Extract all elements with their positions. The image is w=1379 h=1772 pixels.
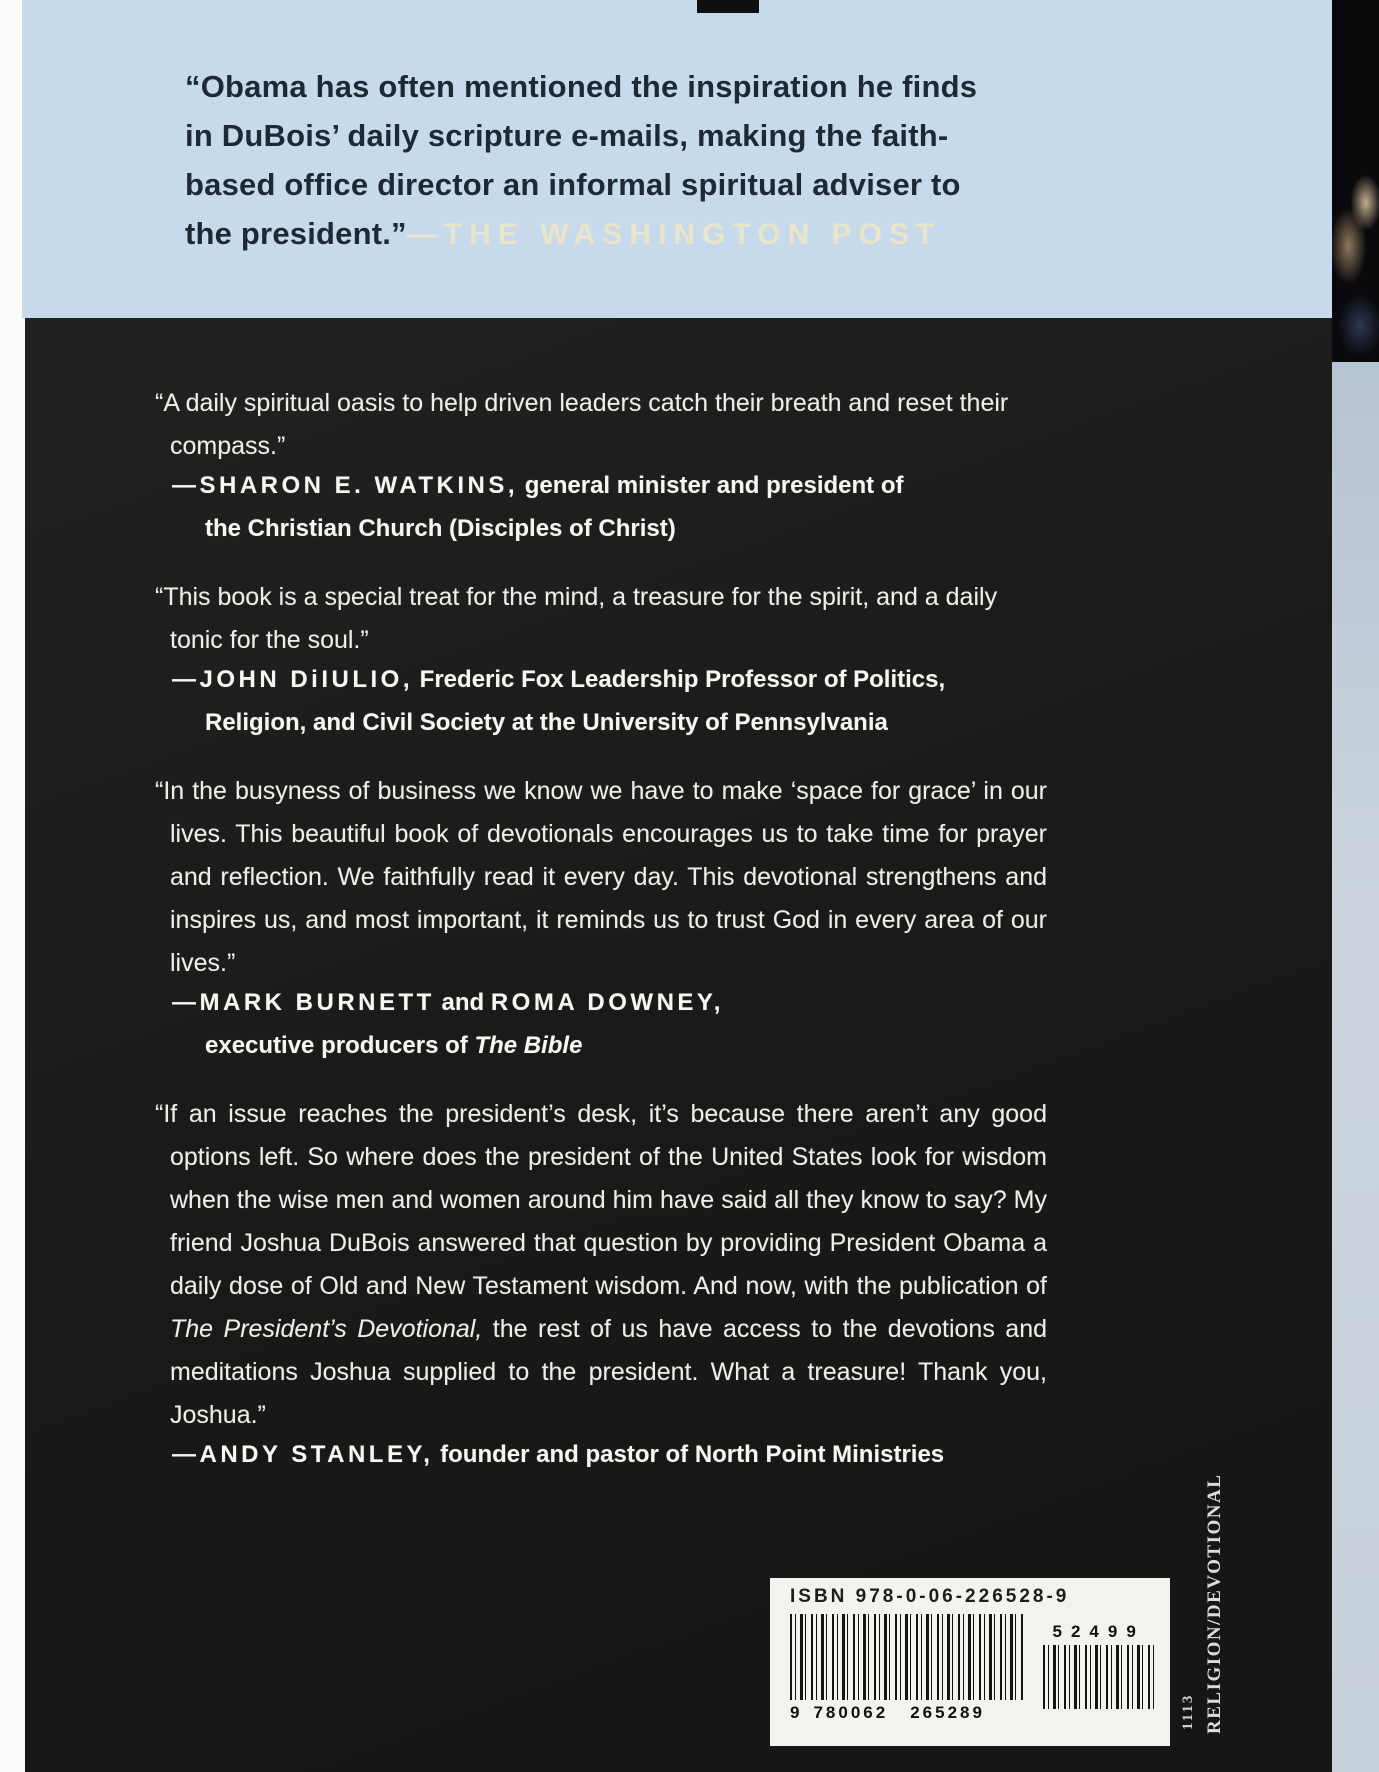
quote-attribution bbox=[172, 981, 1047, 1067]
endorser-name: —ANDY STANLEY, bbox=[172, 1441, 434, 1468]
ean-group-2: 265289 bbox=[910, 1703, 985, 1722]
endorser-name: —MARK BURNETT bbox=[172, 989, 435, 1016]
press-quote bbox=[22, 0, 1332, 259]
barcode-label bbox=[770, 1578, 1170, 1746]
quote-text bbox=[155, 770, 1047, 985]
text-segment: “A daily spiritual oasis to help driven leaders catch their breath and reset their compass.” bbox=[155, 389, 1009, 460]
endorser-name: —SHARON E. WATKINS, bbox=[172, 472, 519, 499]
isbn-text: ISBN 978-0-06-226528-9 bbox=[790, 1586, 1070, 1607]
text-segment: the Christian Church (Disciples of Christ) bbox=[205, 515, 676, 542]
spine-tab bbox=[697, 0, 759, 13]
press-source: —THE WASHINGTON POST bbox=[406, 218, 942, 251]
endorsement-quote bbox=[155, 770, 1047, 1067]
text-segment: executive producers of bbox=[205, 1032, 475, 1059]
text-segment: founder and pastor of North Point Ministries bbox=[433, 1441, 945, 1468]
text-segment: in DuBois’ daily scripture e-mails, making the faith- bbox=[185, 118, 949, 153]
addon-bars-icon bbox=[1043, 1645, 1154, 1709]
quote-attribution bbox=[172, 464, 1047, 550]
text-segment: based office director an informal spiritual adviser to bbox=[185, 167, 961, 202]
text-segment: Frederic Fox Leadership Professor of Politics, bbox=[413, 666, 946, 693]
review-band bbox=[22, 0, 1332, 318]
text-segment: “Obama has often mentioned the inspiration he finds bbox=[185, 69, 978, 104]
text-segment: The President’s Devotional, bbox=[170, 1315, 483, 1343]
endorsement-quote bbox=[155, 1093, 1047, 1476]
text-segment: “If an issue reaches the president’s desk, it’s because there aren’t any good options left. So where does the president of the United States look for wisdom when the wise men and women around him have said all they know to say? My friend Joshua DuBois answered that question by providing President Obama a daily dose of Old and New Testament wisdom. And now, with the publication of bbox=[155, 1100, 1047, 1300]
endorsement-list bbox=[25, 318, 1332, 1476]
quote-attribution bbox=[172, 1433, 1047, 1476]
category-label: RELIGION/DEVOTIONAL bbox=[1204, 1473, 1225, 1734]
endorser-name: ROMA DOWNEY, bbox=[490, 989, 724, 1016]
quote-text bbox=[155, 382, 1047, 468]
price-addon bbox=[1043, 1614, 1154, 1709]
ean-group-1: 780062 bbox=[813, 1703, 889, 1722]
endorser-name: —JOHN DiIULIO, bbox=[172, 666, 414, 693]
text-segment: The Bible bbox=[474, 1032, 583, 1059]
ean-lead-digit: 9 bbox=[790, 1703, 800, 1722]
text-segment: the rest of us have access to the devotions and meditations Joshua supplied to the president. What a treasure! Thank you, Joshua.” bbox=[170, 1315, 1047, 1429]
text-segment: “In the busyness of business we know we have to make ‘space for grace’ in our lives. This beautiful book of devotionals encourages us to take time for prayer and reflection. We faithfully read it every day. This devotional strengthens and inspires us, and most important, it reminds us to trust God in every area of our lives.” bbox=[155, 777, 1047, 977]
quote-text bbox=[155, 1093, 1047, 1437]
ean-barcode bbox=[790, 1614, 1025, 1723]
front-cover-strip-hands-photo bbox=[1332, 0, 1379, 362]
text-segment: and bbox=[434, 989, 491, 1016]
ean-digits bbox=[790, 1703, 1025, 1723]
endorsement-quote bbox=[155, 382, 1047, 550]
endorsement-quote bbox=[155, 576, 1047, 744]
endorsements-section bbox=[25, 318, 1332, 1772]
print-code: 1113 bbox=[1180, 1693, 1196, 1730]
text-segment: “This book is a special treat for the mind, a treasure for the spirit, and a daily tonic for the soul.” bbox=[155, 583, 998, 654]
addon-digits: 52499 bbox=[1052, 1622, 1145, 1641]
quote-text bbox=[155, 576, 1047, 662]
ean-bars-icon bbox=[790, 1614, 1025, 1700]
barcode-row bbox=[790, 1614, 1154, 1723]
text-segment: Religion, and Civil Society at the University of Pennsylvania bbox=[205, 709, 888, 736]
text-segment: general minister and president of bbox=[518, 472, 904, 499]
page-edge-strip bbox=[1332, 362, 1379, 1772]
quote-attribution bbox=[172, 658, 1047, 744]
text-segment: the president.” bbox=[185, 216, 407, 251]
